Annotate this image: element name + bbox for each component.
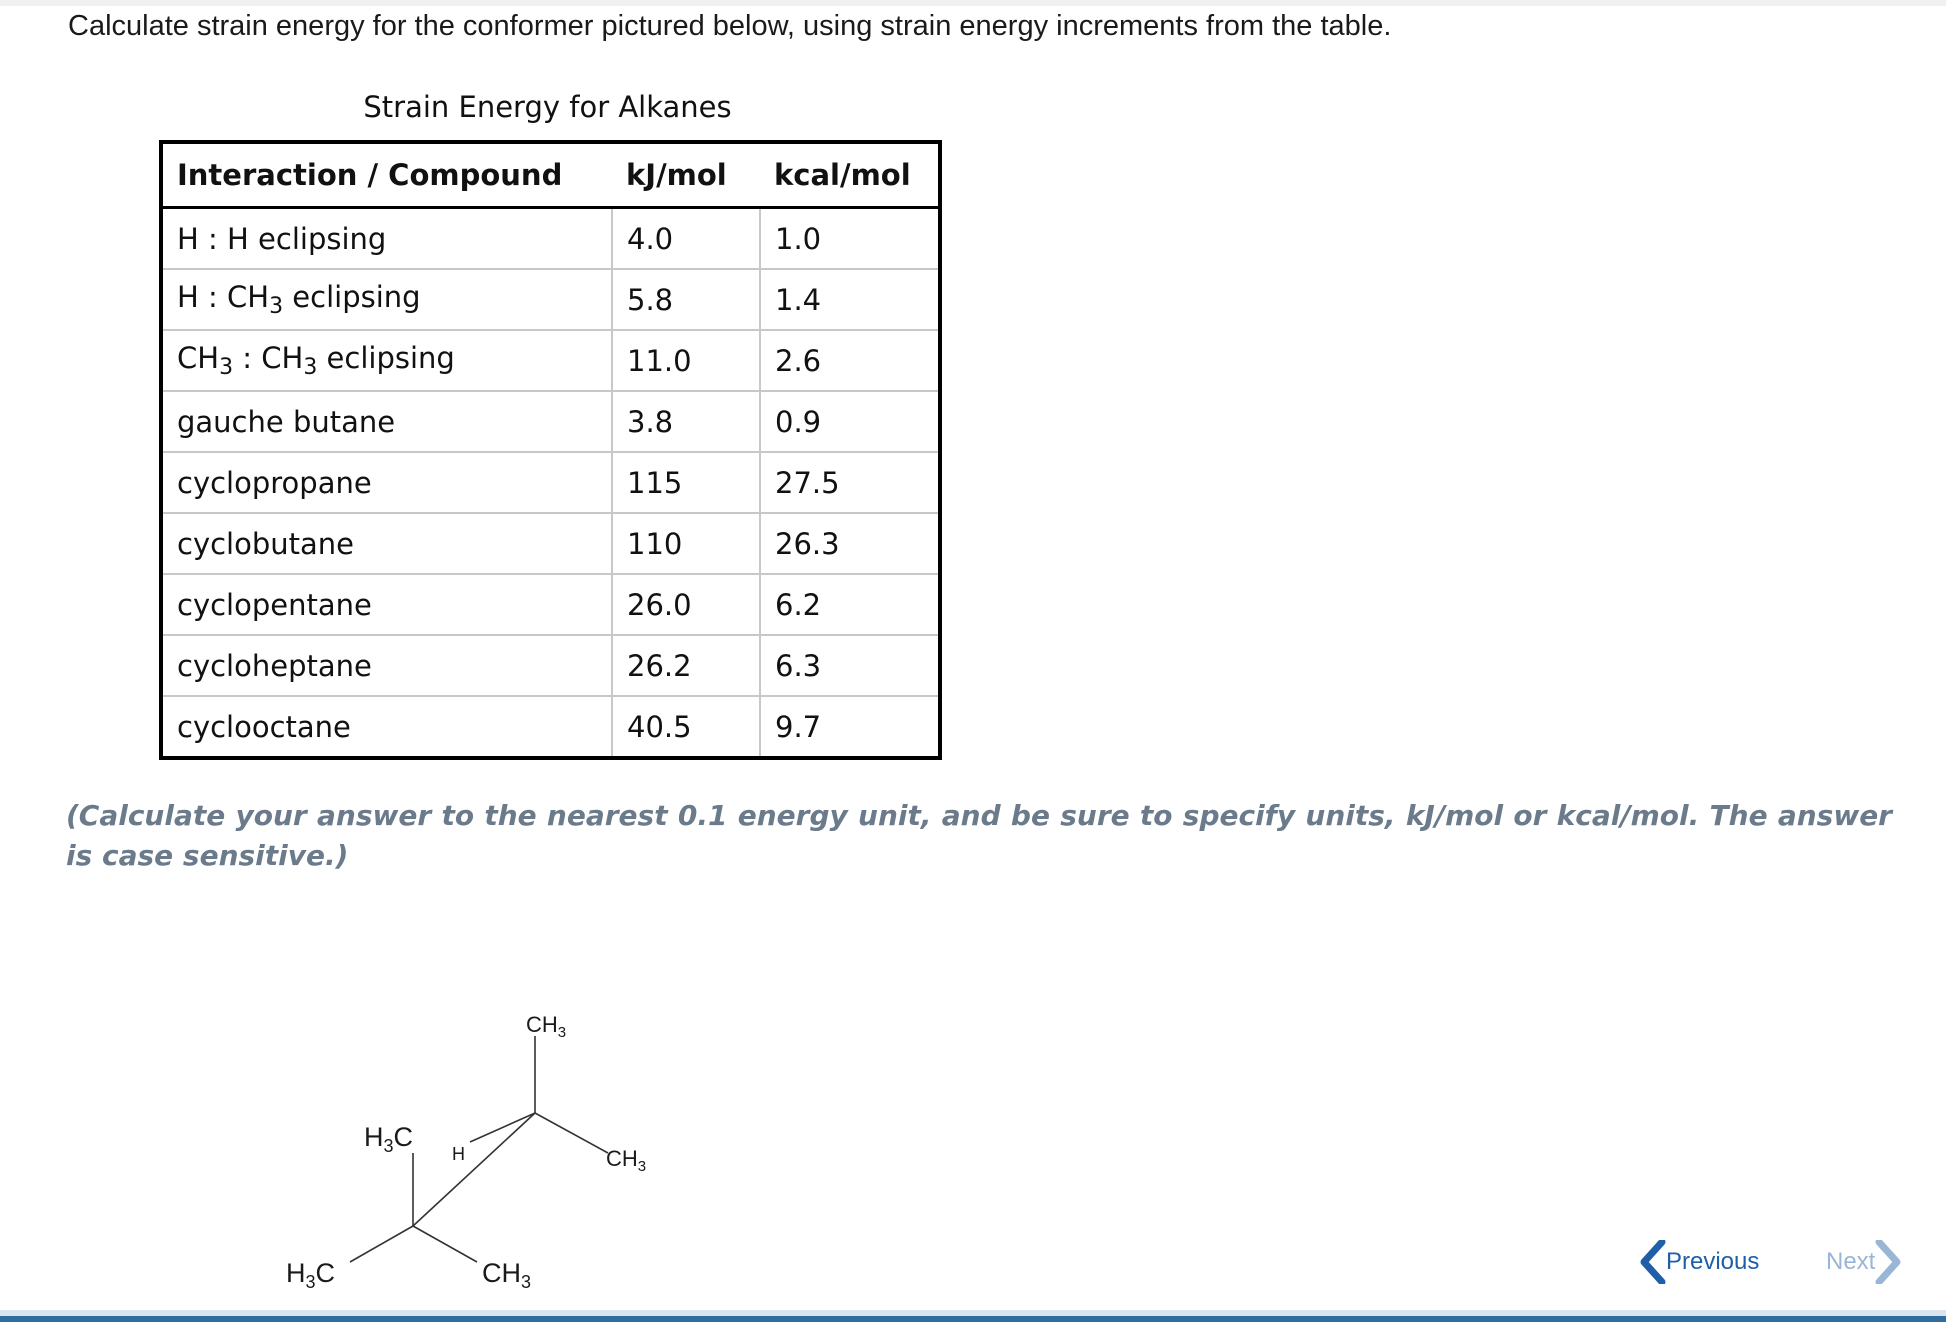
front-upper-left-label: $H_3C$ [364,1122,414,1156]
instruction-note: (Calculate your answer to the nearest 0.1 energy unit, and be sure to specify units, kJ/mol or kcal/mol. The answer is case sensitive.) [66,799,1892,872]
strain-energy-table [159,140,942,760]
front-right-bond [413,1226,477,1262]
back-left-bond [470,1113,535,1142]
front-left-bond [350,1226,413,1262]
previous-label: Previous [1666,1248,1760,1275]
next-button[interactable] [1826,1240,1901,1284]
footer-bar [0,1316,1946,1322]
row-kj: 11.0 [612,330,760,391]
row-kcal: 2.6 [760,330,940,391]
table-header-row [161,142,940,208]
row-label: cycloheptane [161,635,612,696]
row-label: H : H eclipsing [161,208,612,270]
front-right-label: $CH_3$ [482,1258,532,1292]
table-row [161,696,940,758]
top-border [0,0,1946,6]
table-row [161,269,940,330]
table-row [161,391,940,452]
row-label: H : $CH_3$ eclipsing [161,269,612,330]
row-kj: 115 [612,452,760,513]
row-kcal: 1.0 [760,208,940,270]
table-row [161,330,940,391]
table-caption: Strain Energy for Alkanes [363,90,732,124]
row-label: $CH_3$ : $CH_3$ eclipsing [161,330,612,391]
chevron-left-icon [1640,1240,1666,1284]
chevron-right-icon [1875,1240,1901,1284]
table-row [161,452,940,513]
table-row [161,635,940,696]
row-kcal: 6.3 [760,635,940,696]
row-label: cyclooctane [161,696,612,758]
back-right-bond [535,1113,608,1153]
row-kj: 5.8 [612,269,760,330]
back-top-label: $CH_3$ [526,1012,567,1041]
row-kcal: 27.5 [760,452,940,513]
back-left-label: H [452,1144,465,1164]
table-row [161,208,940,270]
front-left-label: $H_3C$ [286,1258,336,1292]
row-kj: 110 [612,513,760,574]
sawhorse-projection [270,990,670,1300]
header-kj: kJ/mol [612,142,760,208]
row-kcal: 9.7 [775,709,822,744]
table-row [161,513,940,574]
row-kj: 4.0 [612,208,760,270]
header-kcal: kcal/mol [760,142,940,208]
next-label: Next [1826,1248,1876,1275]
row-kcal: 0.9 [760,391,940,452]
row-label: gauche butane [161,391,612,452]
central-bond [413,1113,535,1226]
row-kj: 40.5 [612,696,760,758]
table-row [161,574,940,635]
back-right-label: $CH_3$ [606,1146,647,1175]
row-label: cyclopentane [161,574,612,635]
row-label: cyclopropane [161,452,612,513]
row-kj: 26.2 [612,635,760,696]
previous-button[interactable] [1640,1240,1759,1284]
header-interaction: Interaction / Compound [161,142,612,208]
question-text: Calculate strain energy for the conformer pictured below, using strain energy increments from the table. [68,10,1392,42]
row-label: cyclobutane [161,513,612,574]
row-kcal: 26.3 [760,513,940,574]
row-kj: 26.0 [612,574,760,635]
row-kj: 3.8 [612,391,760,452]
row-kcal: 6.2 [760,574,940,635]
row-kcal: 1.4 [760,269,940,330]
